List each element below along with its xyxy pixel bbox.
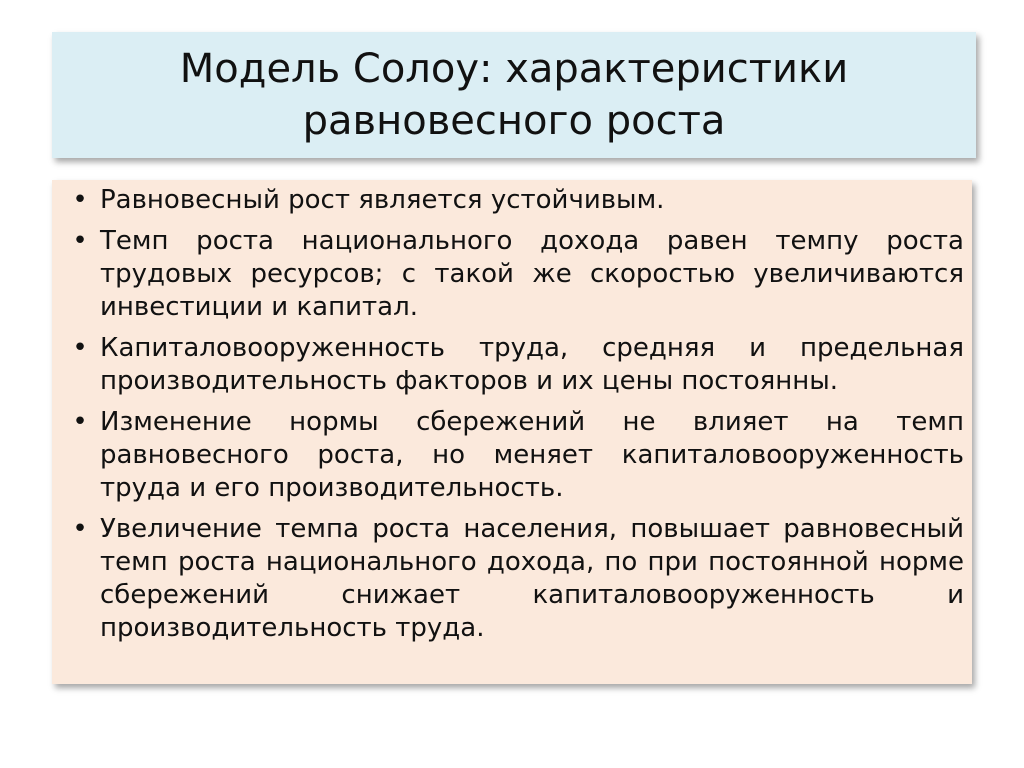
bullet-text: Темп роста национального дохода равен темпу роста трудовых ресурсов; с такой же скоростью увеличиваются инвестиции и капитал. <box>100 226 964 322</box>
bullet-item <box>60 184 964 217</box>
bullet-text: Изменение нормы сбережений не влияет на темп равновесного роста, но меняет капиталовооруженность труда и его производительность. <box>100 407 964 503</box>
bullet-item <box>60 513 964 645</box>
bullet-icon: • <box>72 407 88 437</box>
bullet-item <box>60 225 964 324</box>
bullet-text: Равновесный рост является устойчивым. <box>100 185 665 215</box>
bullet-text: Увеличение темпа роста населения, повышает равновесный темп роста национального дохода, по при постоянной норме сбережений снижает капиталовооруженность и производительность труда. <box>100 514 964 643</box>
bullet-text: Капиталовооруженность труда, средняя и предельная производительность факторов и их цены постоянны. <box>100 333 964 396</box>
bullet-item <box>60 406 964 505</box>
bullet-icon: • <box>72 514 88 544</box>
bullet-icon: • <box>72 333 88 363</box>
title-panel <box>52 32 976 158</box>
slide-title: Модель Солоу: характеристики равновесного роста <box>179 46 849 144</box>
bullet-icon: • <box>72 185 88 215</box>
bullet-item <box>60 332 964 398</box>
content-panel <box>52 180 972 684</box>
bullet-list <box>60 184 964 653</box>
bullet-icon: • <box>72 226 88 256</box>
